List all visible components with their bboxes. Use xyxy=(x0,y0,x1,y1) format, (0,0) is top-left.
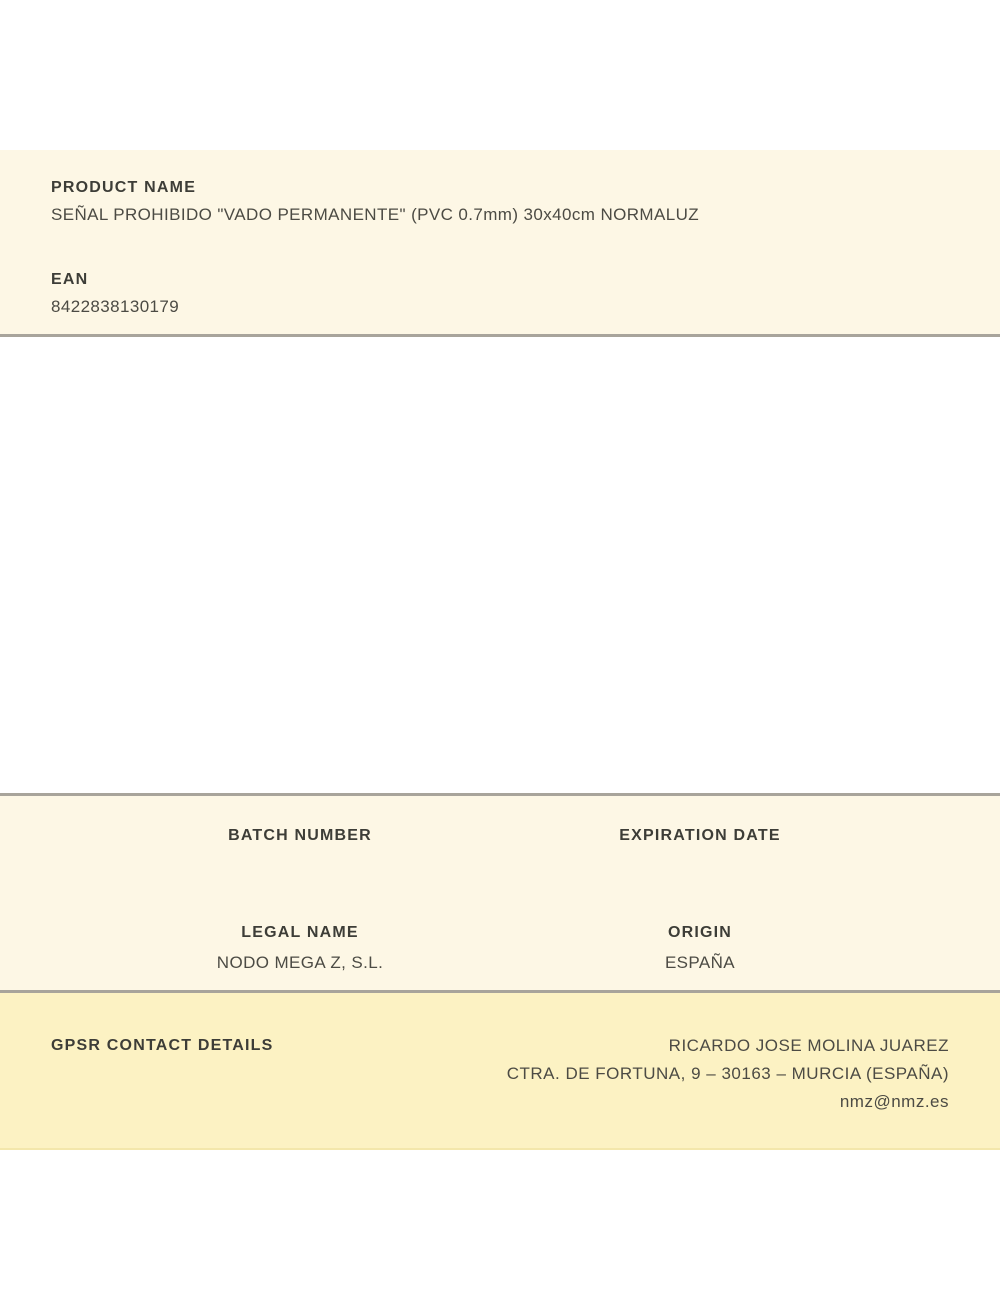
gpsr-contact-label: GPSR CONTACT DETAILS xyxy=(51,1037,274,1054)
gpsr-contact-address: CTRA. DE FORTUNA, 9 – 30163 – MURCIA (ESPAÑA) xyxy=(506,1064,949,1083)
product-name-value: SEÑAL PROHIBIDO "VADO PERMANENTE" (PVC 0.7mm) 30x40cm NORMALUZ xyxy=(51,205,700,224)
batch-number-label: BATCH NUMBER xyxy=(228,827,372,844)
origin-label: ORIGIN xyxy=(667,924,733,941)
traceability-section xyxy=(0,793,1000,993)
top-whitespace xyxy=(0,0,1000,150)
origin-cell xyxy=(500,923,900,974)
product-name-label: PRODUCT NAME xyxy=(51,179,197,196)
field-gap xyxy=(51,226,949,270)
traceability-grid xyxy=(100,826,900,974)
expiration-date-cell xyxy=(500,826,900,855)
gpsr-contact-email: nmz@nmz.es xyxy=(839,1092,949,1111)
legal-name-value: NODO MEGA Z, S.L. xyxy=(216,953,384,972)
legal-name-label: LEGAL NAME xyxy=(241,924,359,941)
product-info-section xyxy=(0,150,1000,337)
gpsr-contact-block xyxy=(507,1036,949,1112)
ean-value: 8422838130179 xyxy=(51,297,180,316)
batch-number-cell xyxy=(100,826,500,855)
gpsr-contact-section xyxy=(0,993,1000,1150)
origin-value: ESPAÑA xyxy=(664,953,736,972)
middle-whitespace xyxy=(0,337,1000,793)
expiration-date-label: EXPIRATION DATE xyxy=(619,827,781,844)
ean-label: EAN xyxy=(51,271,89,288)
legal-name-cell xyxy=(100,923,500,974)
gpsr-contact-name: RICARDO JOSE MOLINA JUAREZ xyxy=(668,1036,949,1055)
